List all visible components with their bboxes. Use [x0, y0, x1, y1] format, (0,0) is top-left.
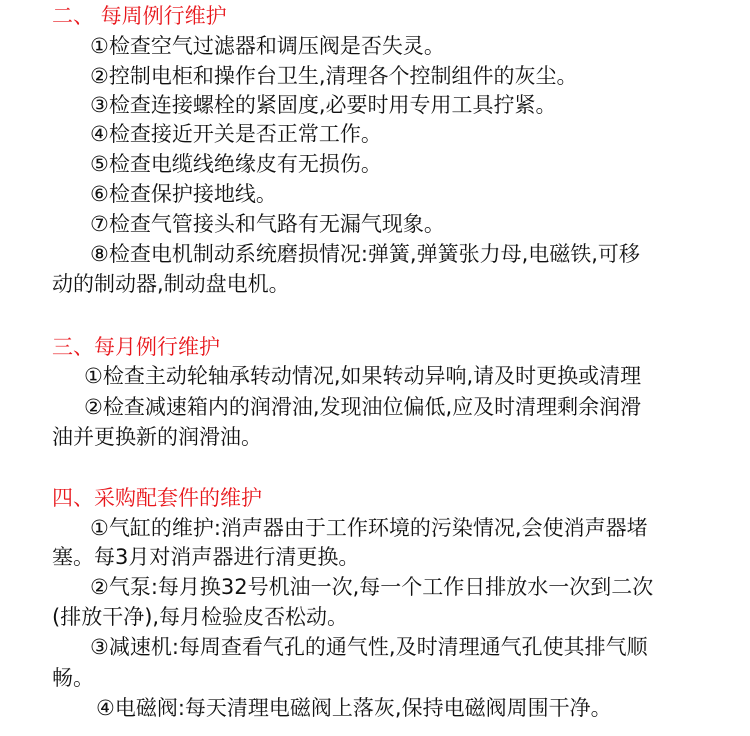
purchased-item-2-cont: (排放干净),每月检验皮否松动。	[52, 605, 349, 629]
weekly-item-8-cont: 动的制动器,制动盘电机。	[52, 272, 290, 296]
weekly-item-3: ③检查连接螺栓的紧固度,必要时用专用工具拧紧。	[90, 93, 557, 117]
weekly-item-2: ②控制电柜和操作台卫生,清理各个控制组件的灰尘。	[90, 64, 578, 88]
monthly-item-2-cont: 油并更换新的润滑油。	[52, 425, 262, 449]
purchased-item-4: ④电磁阀:每天清理电磁阀上落灰,保持电磁阀周围干净。	[96, 696, 612, 720]
purchased-item-1-cont: 塞。每3月对消声器进行清更换。	[52, 545, 360, 569]
section-heading-monthly: 三、每月例行维护	[52, 335, 220, 359]
weekly-item-6: ⑥检查保护接地线。	[90, 182, 277, 206]
weekly-item-8: ⑧检查电机制动系统磨损情况:弹簧,弹簧张力母,电磁铁,可移	[90, 242, 640, 266]
weekly-item-5: ⑤检查电缆线绝缘皮有无损伤。	[90, 152, 382, 176]
monthly-item-1: ①检查主动轮轴承转动情况,如果转动异响,请及时更换或清理	[84, 364, 642, 388]
purchased-item-1: ①气缸的维护:消声器由于工作环境的污染情况,会使消声器堵	[90, 516, 648, 540]
section-heading-purchased: 四、采购配套件的维护	[52, 486, 262, 510]
monthly-item-2: ②检查减速箱内的润滑油,发现油位偏低,应及时清理剩余润滑	[84, 395, 642, 419]
purchased-item-3: ③减速机:每周查看气孔的通气性,及时清理通气孔使其排气顺	[90, 635, 648, 659]
purchased-item-2: ②气泵:每月换32号机油一次,每一个工作日排放水一次到二次	[90, 575, 654, 599]
weekly-item-1: ①检查空气过滤器和调压阀是否失灵。	[90, 34, 445, 58]
purchased-item-3-cont: 畅。	[52, 666, 94, 690]
section-heading-weekly: 二、 每周例行维护	[52, 4, 227, 28]
weekly-item-7: ⑦检查气管接头和气路有无漏气现象。	[90, 212, 445, 236]
weekly-item-4: ④检查接近开关是否正常工作。	[90, 122, 382, 146]
